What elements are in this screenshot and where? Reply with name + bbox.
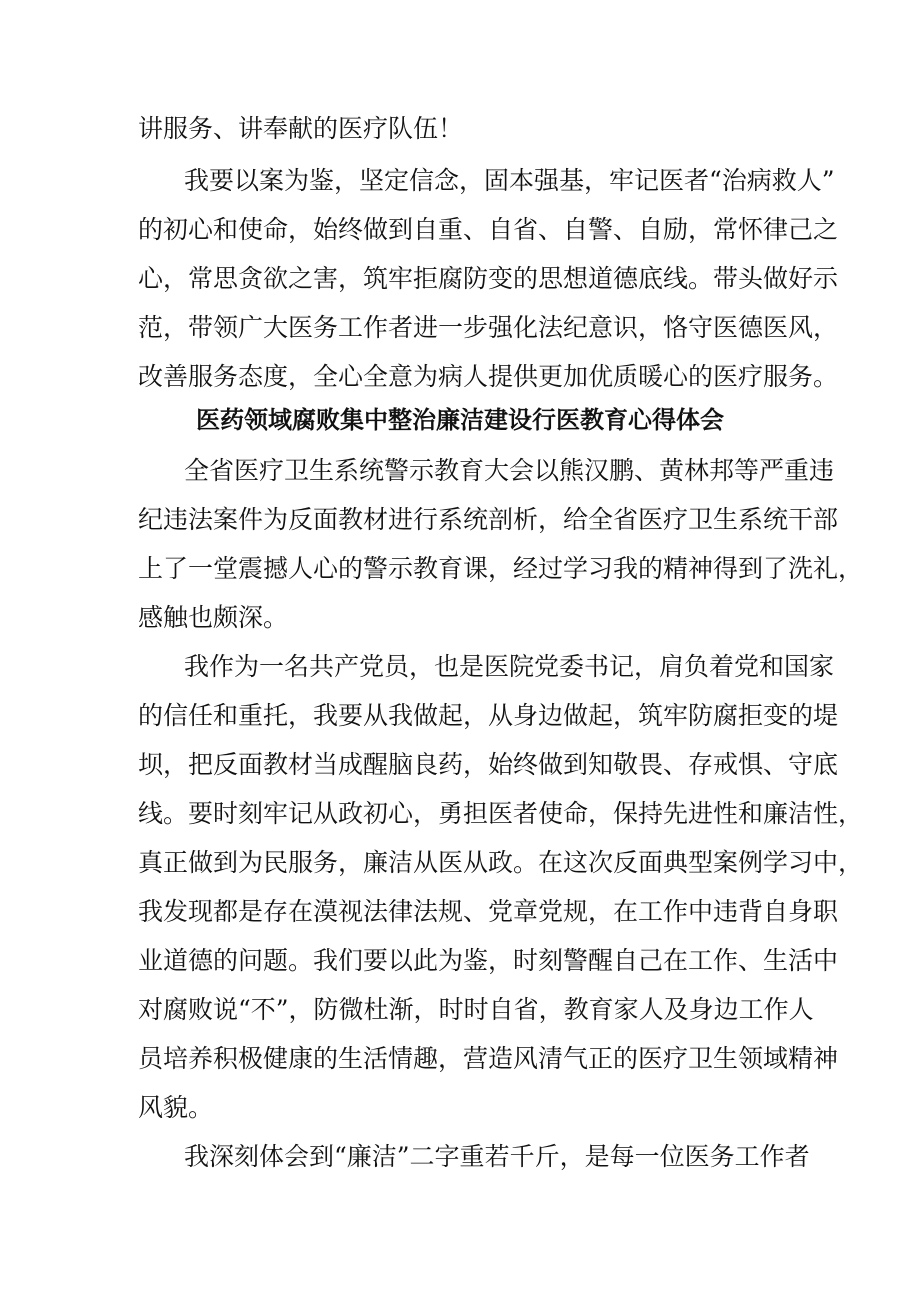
text-line: 改善服务态度，全心全意为病人提供更加优质暖心的医疗服务。 xyxy=(138,362,839,391)
text-line: 感触也颇深。 xyxy=(138,603,289,632)
text-line: 上了一堂震撼人心的警示教育课，经过学习我的精神得到了洗礼， xyxy=(138,554,864,583)
text-line: 对腐败说“不”，防微杜渐，时时自省，教育家人及身边工作人 xyxy=(138,995,814,1024)
text-line: 心，常思贪欲之害，筑牢拒腐防变的思想道德底线。带头做好示 xyxy=(138,264,839,293)
text-line: 纪违法案件为反面教材进行系统剖析，给全省医疗卫生系统干部 xyxy=(138,505,839,534)
text-line: 我作为一名共产党员，也是医院党委书记，肩负着党和国家 xyxy=(184,652,835,681)
text-line: 我发现都是存在漠视法律法规、党章党规，在工作中违背自身职 xyxy=(138,897,839,926)
text-line: 坝，把反面教材当成醒脑良药，始终做到知敬畏、存戒惧、守底 xyxy=(138,750,839,779)
text-line: 线。要时刻牢记从政初心，勇担医者使命，保持先进性和廉洁性， xyxy=(138,799,864,828)
text-line: 我要以案为鉴，坚定信念，固本强基，牢记医者“治病救人” xyxy=(184,166,835,195)
text-line: 我深刻体会到“廉洁”二字重若千斤，是每一位医务工作者 xyxy=(184,1142,810,1171)
text-line: 的初心和使命，始终做到自重、自省、自警、自励，常怀律己之 xyxy=(138,215,839,244)
text-line: 讲服务、讲奉献的医疗队伍！ xyxy=(138,114,464,143)
section-title: 医药领域腐败集中整治廉洁建设行医教育心得体会 xyxy=(196,406,724,434)
text-line: 范，带领广大医务工作者进一步强化法纪意识，恪守医德医风， xyxy=(138,313,839,342)
text-line: 全省医疗卫生系统警示教育大会以熊汉鹏、黄林邦等严重违 xyxy=(184,456,835,485)
text-line: 真正做到为民服务，廉洁从医从政。在这次反面典型案例学习中， xyxy=(138,848,864,877)
text-line: 业道德的问题。我们要以此为鉴，时刻警醒自己在工作、生活中 xyxy=(138,946,839,975)
text-line: 的信任和重托，我要从我做起，从身边做起，筑牢防腐拒变的堤 xyxy=(138,701,839,730)
text-line: 员培养积极健康的生活情趣，营造风清气正的医疗卫生领域精神 xyxy=(138,1044,839,1073)
text-line: 风貌。 xyxy=(138,1093,214,1122)
